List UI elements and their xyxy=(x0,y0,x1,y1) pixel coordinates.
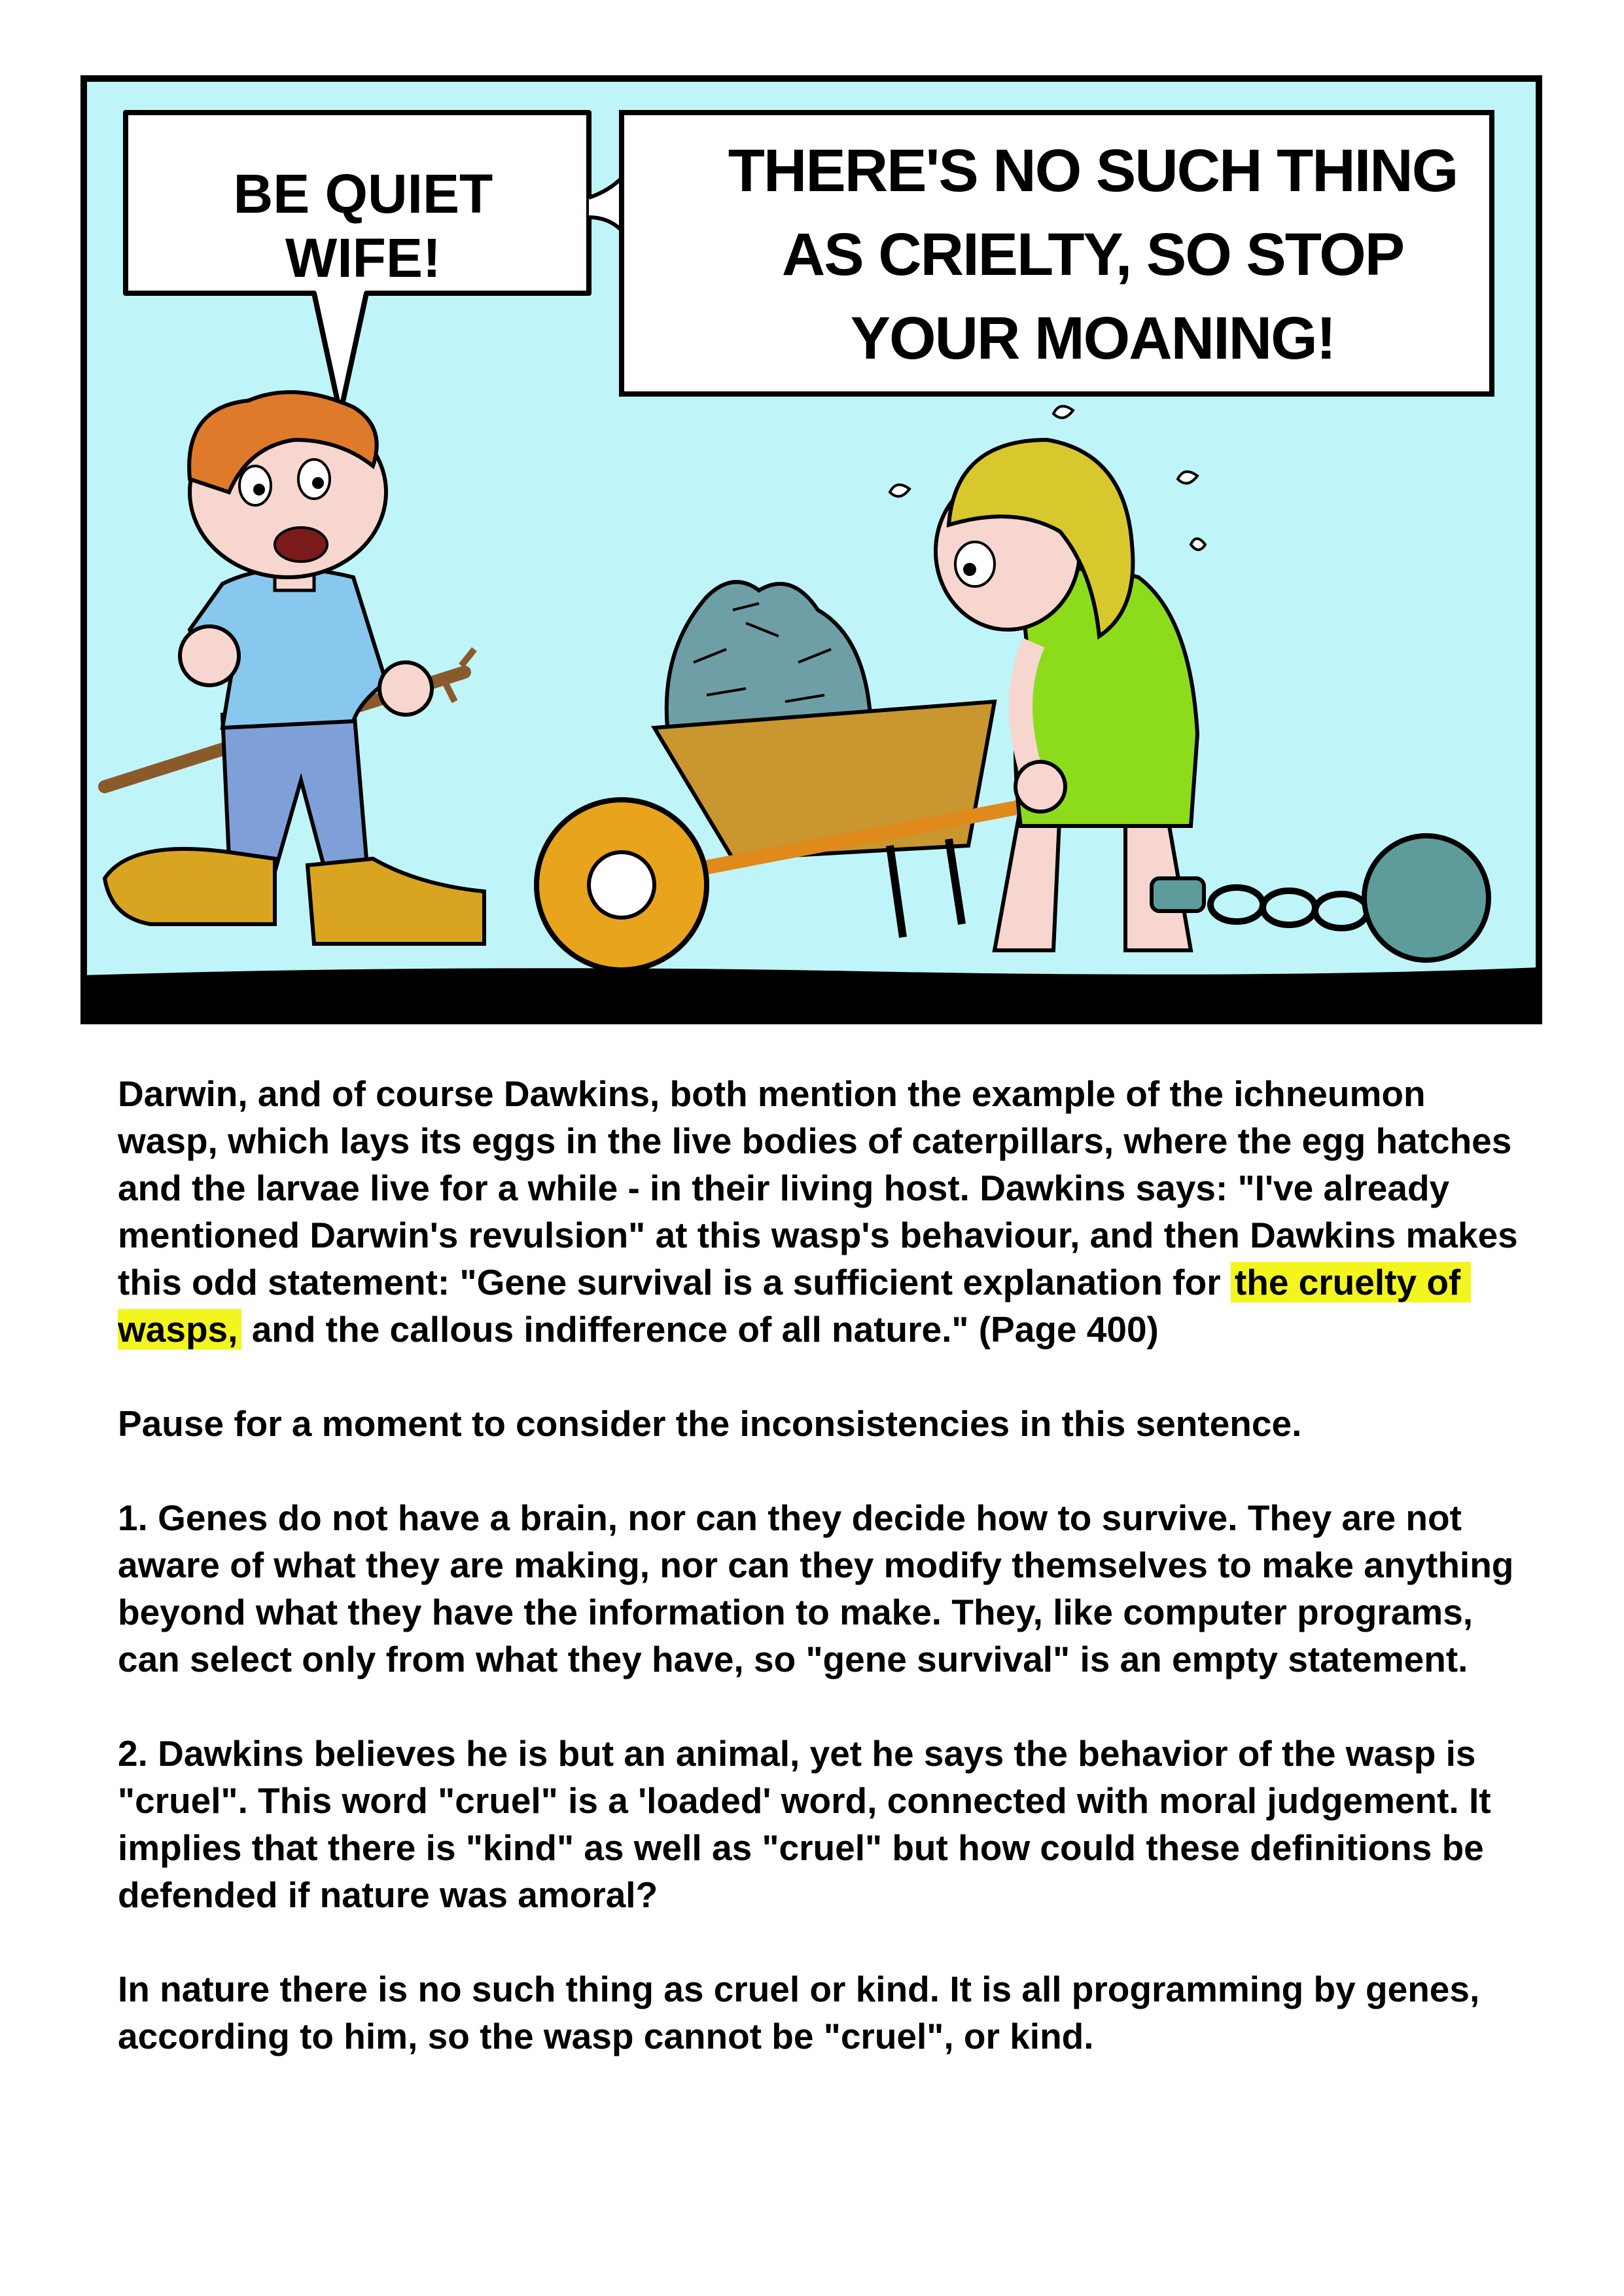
paragraph-1-text-end: and the callous indifference of all nature." (Page 400) xyxy=(241,1309,1159,1350)
paragraph-3: 1. Genes do not have a brain, nor can they decide how to survive. They are not aware of what they are making, nor can they modify themselves to make anything beyond what they have the information to make. They, like computer programs, can select only from what they have, so "gene survival" is an empty statement. xyxy=(118,1498,1524,1679)
paragraph-1-text: Darwin, and of course Dawkins, both mention the example of the ichneumon wasp, which lays its eggs in the live bodies of caterpillars, where the egg hatches and the larvae live for a while - in their living host. Dawkins says: "I've already mentioned Darwin's revulsion" at this wasp's behaviour, and then Dawkins makes this odd statement: "Gene survival is a sufficient explanation for xyxy=(118,1073,1528,1302)
husband-speech-continued: THERE'S NO SUCH THING AS CRIELTY, SO STOP YOUR MOANING! xyxy=(728,137,1458,372)
paragraph-2: Pause for a moment to consider the inconsistencies in this sentence. xyxy=(118,1403,1302,1444)
iron-ball xyxy=(1364,836,1489,960)
paragraph-5: In nature there is no such thing as cruel or kind. It is all programming by genes, according to him, so the wasp cannot be "cruel", or kind. xyxy=(118,1969,1490,2056)
highlighted-phrase: the cruelty of wasps, xyxy=(118,1262,1471,1350)
ground xyxy=(84,967,1539,1021)
paragraph-4: 2. Dawkins believes he is but an animal, yet he says the behavior of the wasp is "cruel". This word "cruel" is a 'loaded' word, connected with moral judgement. It implies that there is "kind" as well as "cruel" but how could these definitions be defended if nature was amoral? xyxy=(118,1733,1501,1915)
husband-speech: BE QUIET WIFE! xyxy=(233,163,493,289)
comic-panel xyxy=(79,73,1544,1026)
husband-boot-left xyxy=(105,849,275,924)
paragraph-1 xyxy=(118,1070,1531,1353)
article-body xyxy=(118,1070,1531,2060)
husband-fist xyxy=(180,626,239,685)
